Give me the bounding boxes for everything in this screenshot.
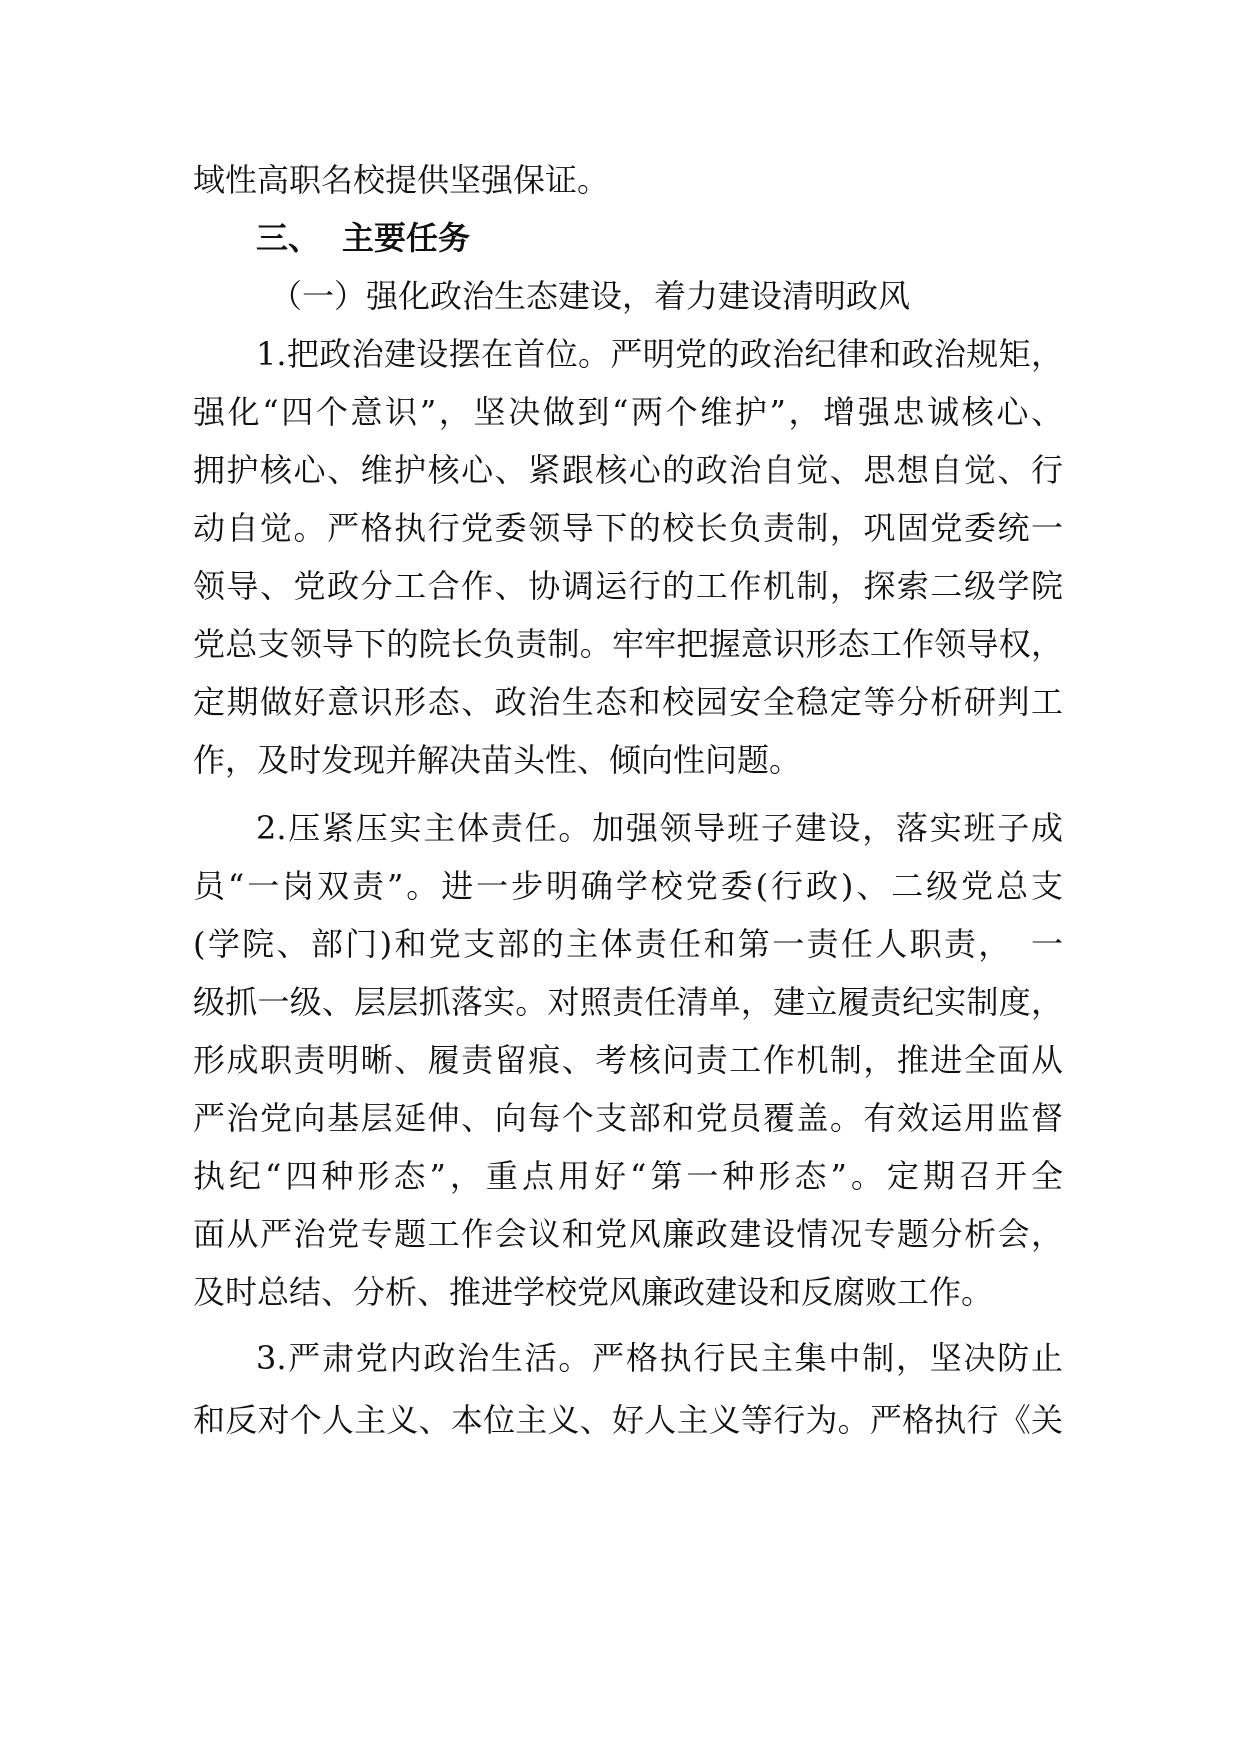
- paragraph-line: 员“一岗双责”。进一步明确学校党委(行政)、二级党总支: [193, 867, 1063, 905]
- section-title: 主要任务: [342, 219, 471, 257]
- section-number: 三、: [256, 219, 321, 257]
- paragraph-line: 1.把政治建设摆在首位。严明党的政治纪律和政治规矩，: [256, 335, 1063, 373]
- paragraph-line: 执纪“四种形态”，重点用好“第一种形态”。定期召开全: [193, 1157, 1063, 1195]
- paragraph-line: (学院、部门)和党支部的主体责任和第一责任人职责， 一: [193, 925, 1063, 963]
- paragraph-line: 党总支领导下的院长负责制。牢牢把握意识形态工作领导权，: [193, 625, 1063, 663]
- continuation-line: 域性高职名校提供坚强保证。: [193, 161, 610, 199]
- paragraph-line: 领导、党政分工合作、协调运行的工作机制，探索二级学院: [193, 567, 1063, 605]
- paragraph-line: 定期做好意识形态、政治生态和校园安全稳定等分析研判工: [193, 683, 1063, 721]
- paragraph-line: 形成职责明晰、履责留痕、考核问责工作机制，推进全面从: [193, 1041, 1063, 1079]
- paragraph-line: 3.严肃党内政治生活。严格执行民主集中制，坚决防止: [256, 1339, 1063, 1377]
- paragraph-line: 2.压紧压实主体责任。加强领导班子建设，落实班子成: [256, 809, 1063, 847]
- paragraph-line: 动自觉。严格执行党委领导下的校长负责制，巩固党委统一: [193, 509, 1063, 547]
- paragraph-line: 严治党向基层延伸、向每个支部和党员覆盖。有效运用监督: [193, 1099, 1063, 1137]
- section-heading: [256, 218, 470, 258]
- paragraph-line: 面从严治党专题工作会议和党风廉政建设情况专题分析会，: [193, 1215, 1063, 1253]
- paragraph-line: 强化“四个意识”，坚决做到“两个维护”，增强忠诚核心、: [193, 393, 1063, 431]
- paragraph-line: 及时总结、分析、推进学校党风廉政建设和反腐败工作。: [193, 1273, 994, 1311]
- paragraph-line: 拥护核心、维护核心、紧跟核心的政治自觉、思想自觉、行: [193, 451, 1063, 489]
- paragraph-line: 级抓一级、层层抓落实。对照责任清单，建立履责纪实制度，: [193, 983, 1063, 1021]
- subsection-heading: （一）强化政治生态建设，着力建设清明政风: [270, 277, 911, 315]
- paragraph-line: 作，及时发现并解决苗头性、倾向性问题。: [193, 741, 802, 779]
- paragraph-line: 和反对个人主义、本位主义、好人主义等行为。严格执行《关: [193, 1401, 1063, 1439]
